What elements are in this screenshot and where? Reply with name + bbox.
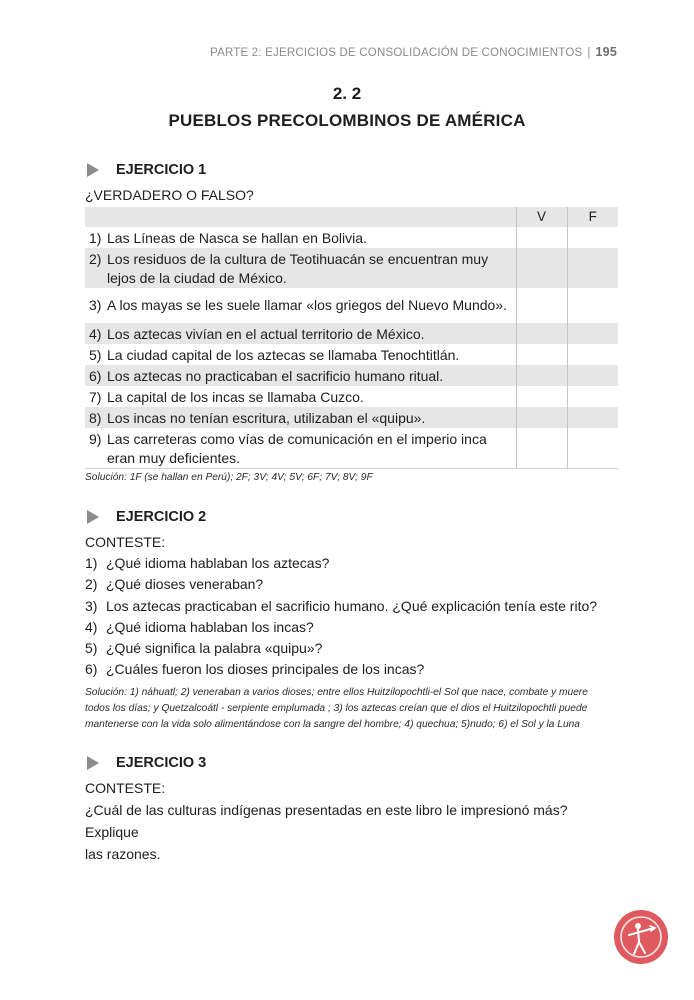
question-text: ¿Qué idioma hablaban los aztecas? [106, 555, 330, 571]
section-title: PUEBLOS PRECOLOMBINOS DE AMÉRICA [168, 111, 526, 130]
statement-text: La capital de los incas se llamaba Cuzco. [107, 389, 364, 405]
table-row [85, 428, 618, 469]
statement-cell [85, 407, 516, 428]
false-checkbox-cell[interactable] [567, 365, 618, 386]
false-checkbox-cell[interactable] [567, 407, 618, 428]
solution-line: mantenerse con la vida solo alimentándose con la sangre del hombre; 4) quechua; 5)nudo; 6) el Sol y la Luna [85, 719, 580, 730]
question-text: ¿Qué dioses veneraban? [106, 576, 264, 593]
statement-cell [85, 227, 516, 248]
table-row [85, 365, 618, 386]
statement-cell [85, 288, 516, 323]
true-checkbox-cell[interactable] [516, 428, 567, 469]
exercise-2-questions [85, 553, 597, 681]
item-number: 8) [89, 410, 102, 426]
exercise-3-heading [87, 755, 206, 771]
table-row [85, 386, 618, 407]
statement-cell [85, 248, 516, 288]
true-checkbox-cell[interactable] [516, 323, 567, 344]
exercise-1-heading [87, 162, 206, 178]
list-item [85, 553, 597, 574]
statement-text: A los mayas se les suele llamar «los griegos del Nuevo Mundo». [107, 297, 507, 313]
running-title: PARTE 2: EJERCICIOS DE CONSOLIDACIÓN DE CONOCIMIENTOS [210, 47, 583, 59]
list-item [85, 574, 597, 595]
list-item [85, 617, 597, 638]
question-number: 6) [85, 661, 98, 678]
table-row [85, 407, 618, 428]
statement-text: Los incas no tenían escritura, utilizaban el «quipu». [107, 410, 426, 426]
exercise-3-title: EJERCICIO 3 [116, 755, 207, 771]
true-checkbox-cell[interactable] [516, 407, 567, 428]
exercise-2-instruction: CONTESTE: [85, 534, 166, 550]
item-number: 4) [89, 326, 102, 342]
table-row [85, 248, 618, 288]
table-row [85, 227, 618, 248]
statement-text: Los aztecas no practicaban el sacrificio humano ritual. [107, 368, 444, 384]
item-number: 3) [89, 297, 102, 313]
exercise-1-title: EJERCICIO 1 [116, 162, 207, 178]
false-checkbox-cell[interactable] [567, 288, 618, 323]
true-checkbox-cell[interactable] [516, 386, 567, 407]
question-text: Los aztecas practicaban el sacrificio humano. ¿Qué explicación tenía este rito? [106, 597, 598, 614]
exercise-1-solution: Solución: 1F (se hallan en Perú); 2F; 3V; 4V; 5V; 6F; 7V; 8V; 9F [85, 472, 373, 483]
item-number: 2) [89, 251, 102, 267]
false-checkbox-cell[interactable] [567, 227, 618, 248]
solution-line: todos los días; y Quetzalcoátl - serpiente emplumada ; 3) los aztecas creían que el dios el Huitzilopochtli puede [85, 703, 588, 714]
archer-figure-icon [614, 910, 668, 964]
question-line: ¿Cuál de las culturas indígenas presentadas en este libro le impresionó más? Explique [85, 802, 568, 840]
exercise-3-question [85, 799, 620, 865]
table-header-row [85, 207, 618, 227]
list-item [85, 596, 597, 617]
statement-cell [85, 323, 516, 344]
question-text: ¿Qué idioma hablaban los incas? [106, 618, 314, 635]
table-row [85, 288, 618, 323]
false-checkbox-cell[interactable] [567, 344, 618, 365]
true-checkbox-cell[interactable] [516, 288, 567, 323]
statement-text: Las carreteras como vías de comunicación en el imperio inca [107, 431, 487, 447]
true-checkbox-cell[interactable] [516, 365, 567, 386]
false-checkbox-cell[interactable] [567, 386, 618, 407]
item-number: 6) [89, 368, 102, 384]
page-number: 195 [595, 45, 617, 59]
running-header [210, 45, 617, 59]
question-number: 5) [85, 640, 98, 657]
section-number: 2. 2 [332, 84, 362, 103]
item-number: 9) [89, 431, 102, 447]
true-column-header: V [516, 207, 567, 227]
statement-cell [85, 386, 516, 407]
statement-text: Los aztecas vivían en el actual territorio de México. [107, 326, 425, 342]
false-checkbox-cell[interactable] [567, 428, 618, 469]
statement-text: La ciudad capital de los aztecas se llamaba Tenochtitlán. [107, 347, 460, 363]
item-number: 5) [89, 347, 102, 363]
statement-text: Los residuos de la cultura de Teotihuacán se encuentran muy [107, 251, 489, 267]
table-row [85, 344, 618, 365]
statement-cell [85, 344, 516, 365]
statement-cell [85, 365, 516, 386]
exercise-3-instruction: CONTESTE: [85, 780, 166, 796]
question-text: ¿Qué significa la palabra «quipu»? [106, 640, 323, 657]
publisher-logo [614, 910, 668, 964]
false-checkbox-cell[interactable] [567, 323, 618, 344]
play-arrow-icon [87, 510, 99, 524]
play-arrow-icon [87, 756, 99, 770]
statement-column-header [85, 207, 516, 227]
solution-line: Solución: 1) náhuatl; 2) veneraban a varios dioses; entre ellos Huitzilopochtli-el Sol que nace, combate y muere [85, 687, 588, 698]
item-number: 7) [89, 389, 102, 405]
true-checkbox-cell[interactable] [516, 344, 567, 365]
statement-text-continued: eran muy deficientes. [107, 450, 241, 466]
true-checkbox-cell[interactable] [516, 248, 567, 288]
play-arrow-icon [87, 163, 99, 177]
list-item [85, 638, 597, 659]
false-column-header: F [567, 207, 618, 227]
header-separator: | [587, 47, 591, 59]
exercise-2-solution [85, 685, 620, 733]
true-checkbox-cell[interactable] [516, 227, 567, 248]
statement-text-continued: lejos de la ciudad de México. [107, 270, 287, 286]
true-false-table [85, 207, 618, 469]
question-number: 2) [85, 576, 98, 593]
question-line: las razones. [85, 846, 161, 862]
item-number: 1) [89, 230, 102, 246]
exercise-1-instruction: ¿VERDADERO O FALSO? [85, 187, 254, 203]
statement-text: Las Líneas de Nasca se hallan en Bolivia. [107, 230, 367, 246]
exercise-2-heading [87, 509, 206, 525]
question-number: 1) [85, 555, 98, 571]
question-text: ¿Cuáles fueron los dioses principales de los incas? [106, 661, 425, 678]
false-checkbox-cell[interactable] [567, 248, 618, 288]
question-number: 4) [85, 618, 98, 635]
list-item [85, 659, 597, 680]
statement-cell [85, 428, 516, 469]
table-row [85, 323, 618, 344]
question-number: 3) [85, 597, 98, 614]
exercise-2-title: EJERCICIO 2 [116, 509, 207, 525]
